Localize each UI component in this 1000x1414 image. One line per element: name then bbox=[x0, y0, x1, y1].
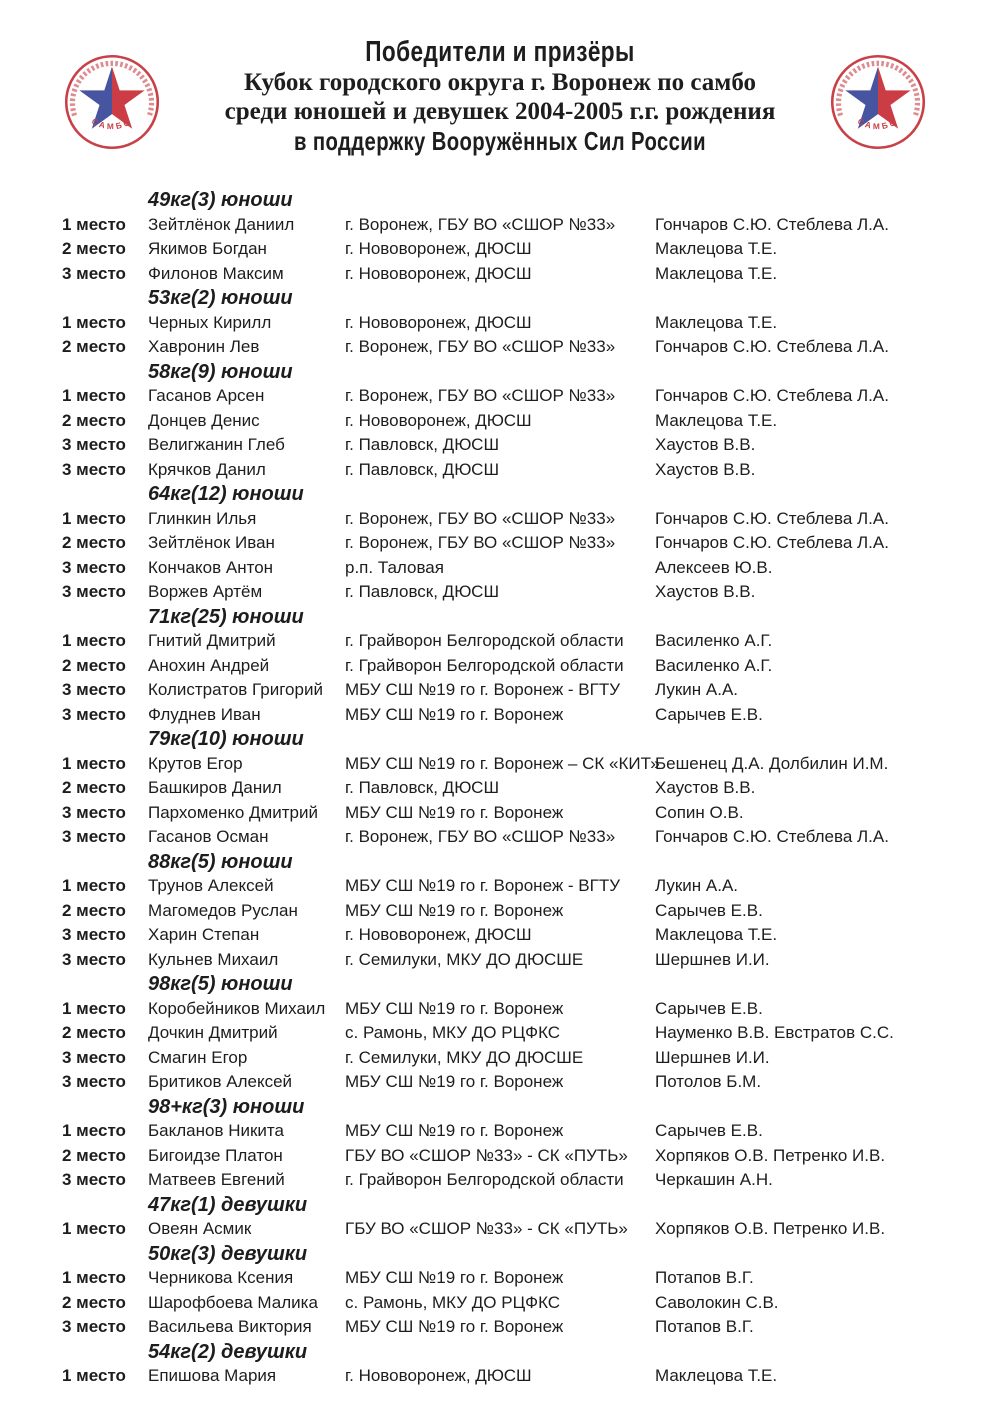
place-label: 3 место bbox=[62, 459, 126, 479]
club-name: МБУ СШ №19 го г. Воронеж bbox=[345, 1268, 564, 1287]
club-name: г. Нововоронеж, ДЮСШ bbox=[345, 312, 532, 332]
place-label: 3 место bbox=[62, 1317, 126, 1336]
weight-category-title: 79кг(10) юноши bbox=[148, 728, 304, 750]
place-label: 1 место bbox=[62, 876, 126, 895]
club-name: г. Воронеж, ГБУ ВО «СШОР №33» bbox=[345, 386, 616, 405]
result-row bbox=[0, 1266, 1000, 1291]
coach-name: Маклецова Т.Е. bbox=[655, 410, 778, 430]
athlete-name: Смагин Егор bbox=[148, 1047, 248, 1067]
result-row bbox=[0, 409, 1000, 434]
athlete-name: Пархоменко Дмитрий bbox=[148, 802, 318, 822]
weight-category-section bbox=[0, 360, 1000, 483]
club-name: г. Нововоронеж, ДЮСШ bbox=[345, 263, 532, 283]
place-label: 2 место bbox=[62, 337, 126, 356]
coach-name: Хаустов В.В. bbox=[655, 435, 756, 454]
athlete-name: Гасанов Осман bbox=[148, 827, 269, 846]
coach-name: Потапов В.Г. bbox=[655, 1317, 754, 1336]
athlete-name: Коробейников Михаил bbox=[148, 998, 326, 1018]
club-name: МБУ СШ №19 го г. Воронеж bbox=[345, 802, 564, 822]
coach-name: Маклецова Т.Е. bbox=[655, 263, 778, 283]
coach-name: Василенко А.Г. bbox=[655, 631, 773, 650]
weight-category-section bbox=[0, 286, 1000, 360]
coach-name: Гончаров С.Ю. Стеблева Л.А. bbox=[655, 533, 889, 552]
coach-name: Маклецова Т.Е. bbox=[655, 239, 778, 258]
coach-name: Хаустов В.В. bbox=[655, 582, 756, 601]
coach-name: Лукин А.А. bbox=[655, 680, 739, 699]
athlete-name: Воржев Артём bbox=[148, 582, 263, 601]
weight-category-title: 58кг(9) юноши bbox=[148, 360, 293, 383]
coach-name: Науменко В.В. Евстратов С.С. bbox=[655, 1023, 894, 1042]
place-label: 2 место bbox=[62, 655, 126, 675]
athlete-name: Гнитий Дмитрий bbox=[148, 631, 276, 650]
athlete-name: Хавронин Лев bbox=[148, 337, 260, 356]
place-label: 2 место bbox=[62, 1023, 126, 1042]
result-row bbox=[0, 1070, 1000, 1095]
club-name: с. Рамонь, МКУ ДО РЦФКС bbox=[345, 1023, 561, 1042]
place-label: 2 место bbox=[62, 533, 126, 552]
result-row bbox=[0, 311, 1000, 336]
coach-name: Шершнев И.И. bbox=[655, 949, 770, 969]
athlete-name: Шарофбоева Малика bbox=[148, 1292, 318, 1312]
club-name: г. Грайворон Белгородской области bbox=[345, 655, 624, 675]
athlete-name: Васильева Виктория bbox=[148, 1317, 312, 1336]
club-name: г. Нововоронеж, ДЮСШ bbox=[345, 1366, 532, 1385]
club-name: МБУ СШ №19 го г. Воронеж bbox=[345, 1072, 564, 1091]
place-label: 2 место bbox=[62, 239, 126, 258]
place-label: 2 место bbox=[62, 1292, 126, 1312]
result-row bbox=[0, 556, 1000, 581]
result-row bbox=[0, 825, 1000, 850]
result-row bbox=[0, 433, 1000, 458]
club-name: МБУ СШ №19 го г. Воронеж bbox=[345, 1317, 564, 1336]
place-label: 1 место bbox=[62, 386, 126, 405]
emblem-sambo-text: САМБО bbox=[90, 115, 134, 132]
place-label: 3 место bbox=[62, 557, 126, 577]
club-name: г. Семилуки, МКУ ДО ДЮСШЕ bbox=[345, 949, 584, 969]
club-name: г. Воронеж, ГБУ ВО «СШОР №33» bbox=[345, 214, 616, 234]
coach-name: Гончаров С.Ю. Стеблева Л.А. bbox=[655, 508, 889, 528]
club-name: г. Павловск, ДЮСШ bbox=[345, 582, 500, 601]
club-name: с. Рамонь, МКУ ДО РЦФКС bbox=[345, 1292, 561, 1312]
club-name: р.п. Таловая bbox=[345, 557, 444, 577]
result-row bbox=[0, 213, 1000, 238]
result-row bbox=[0, 948, 1000, 973]
athlete-name: Бритиков Алексей bbox=[148, 1072, 293, 1091]
result-row bbox=[0, 899, 1000, 924]
result-row bbox=[0, 997, 1000, 1022]
place-label: 3 место bbox=[62, 1072, 126, 1091]
athlete-name: Гасанов Арсен bbox=[148, 386, 265, 405]
place-label: 3 место bbox=[62, 704, 126, 724]
club-name: г. Павловск, ДЮСШ bbox=[345, 778, 500, 797]
result-row bbox=[0, 703, 1000, 728]
coach-name: Лукин А.А. bbox=[655, 876, 739, 895]
athlete-name: Бигоидзе Платон bbox=[148, 1145, 283, 1165]
weight-category-title: 53кг(2) юноши bbox=[148, 287, 293, 309]
coach-name: Сарычев Е.В. bbox=[655, 704, 763, 724]
club-name: МБУ СШ №19 го г. Воронеж bbox=[345, 1121, 564, 1140]
coach-name: Хаустов В.В. bbox=[655, 459, 756, 479]
athlete-name: Флуднев Иван bbox=[148, 704, 261, 724]
result-row bbox=[0, 1119, 1000, 1144]
athlete-name: Крячков Данил bbox=[148, 459, 266, 479]
club-name: г. Нововоронеж, ДЮСШ bbox=[345, 925, 532, 944]
club-name: ГБУ ВО «СШОР №33» - СК «ПУТЬ» bbox=[345, 1219, 628, 1238]
document-title-line1: Победители и призёры bbox=[365, 36, 635, 68]
club-name: г. Павловск, ДЮСШ bbox=[345, 459, 500, 479]
weight-category-section bbox=[0, 1095, 1000, 1193]
athlete-name: Донцев Денис bbox=[148, 410, 260, 430]
result-row bbox=[0, 384, 1000, 409]
place-label: 1 место bbox=[62, 1268, 126, 1287]
place-label: 1 место bbox=[62, 998, 126, 1018]
athlete-name: Колистратов Григорий bbox=[148, 680, 323, 699]
document-title-line2: Кубок городского округа г. Воронеж по самбо bbox=[243, 69, 757, 96]
club-name: МБУ СШ №19 го г. Воронеж - ВГТУ bbox=[345, 876, 621, 895]
result-row bbox=[0, 776, 1000, 801]
coach-name: Потапов В.Г. bbox=[655, 1268, 754, 1287]
weight-category-section bbox=[0, 1242, 1000, 1340]
result-row bbox=[0, 1046, 1000, 1071]
place-label: 1 место bbox=[62, 214, 126, 234]
club-name: г. Воронеж, ГБУ ВО «СШОР №33» bbox=[345, 533, 616, 552]
coach-name: Черкашин А.Н. bbox=[655, 1170, 773, 1189]
place-label: 1 место bbox=[62, 753, 126, 773]
coach-name: Сопин О.В. bbox=[655, 802, 744, 822]
place-label: 3 место bbox=[62, 435, 126, 454]
athlete-name: Магомедов Руслан bbox=[148, 900, 298, 920]
place-label: 1 место bbox=[62, 312, 126, 332]
club-name: МБУ СШ №19 го г. Воронеж - ВГТУ bbox=[345, 680, 621, 699]
place-label: 3 место bbox=[62, 1170, 126, 1189]
place-label: 3 место bbox=[62, 1047, 126, 1067]
result-row bbox=[0, 752, 1000, 777]
club-name: МБУ СШ №19 го г. Воронеж bbox=[345, 900, 564, 920]
weight-category-section bbox=[0, 850, 1000, 973]
athlete-name: Кончаков Антон bbox=[148, 557, 274, 577]
athlete-name: Бакланов Никита bbox=[148, 1121, 284, 1140]
coach-name: Алексеев Ю.В. bbox=[655, 557, 773, 577]
place-label: 1 место bbox=[62, 1366, 126, 1385]
result-row bbox=[0, 1364, 1000, 1389]
result-row bbox=[0, 458, 1000, 483]
place-label: 3 место bbox=[62, 263, 126, 283]
coach-name: Гончаров С.Ю. Стеблева Л.А. bbox=[655, 214, 889, 234]
result-row bbox=[0, 262, 1000, 287]
athlete-name: Зейтлёнок Иван bbox=[148, 533, 275, 552]
club-name: г. Воронеж, ГБУ ВО «СШОР №33» bbox=[345, 508, 616, 528]
club-name: г. Воронеж, ГБУ ВО «СШОР №33» bbox=[345, 337, 616, 356]
club-name: ГБУ ВО «СШОР №33» - СК «ПУТЬ» bbox=[345, 1145, 628, 1165]
weight-category-section bbox=[0, 972, 1000, 1095]
coach-name: Хорпяков О.В. Петренко И.В. bbox=[655, 1145, 886, 1165]
result-row bbox=[0, 1315, 1000, 1340]
result-row bbox=[0, 1144, 1000, 1169]
athlete-name: Крутов Егор bbox=[148, 753, 243, 773]
athlete-name: Кульнев Михаил bbox=[148, 949, 279, 969]
athlete-name: Черных Кирилл bbox=[148, 312, 272, 332]
athlete-name: Филонов Максим bbox=[148, 263, 284, 283]
coach-name: Хаустов В.В. bbox=[655, 778, 756, 797]
club-name: г. Семилуки, МКУ ДО ДЮСШЕ bbox=[345, 1047, 584, 1067]
athlete-name: Велигжанин Глеб bbox=[148, 435, 285, 454]
coach-name: Маклецова Т.Е. bbox=[655, 312, 778, 332]
result-row bbox=[0, 531, 1000, 556]
athlete-name: Глинкин Илья bbox=[148, 508, 257, 528]
result-row bbox=[0, 1291, 1000, 1316]
place-label: 2 место bbox=[62, 778, 126, 797]
coach-name: Гончаров С.Ю. Стеблева Л.А. bbox=[655, 337, 889, 356]
result-row bbox=[0, 1217, 1000, 1242]
club-name: г. Воронеж, ГБУ ВО «СШОР №33» bbox=[345, 827, 616, 846]
athlete-name: Трунов Алексей bbox=[148, 876, 274, 895]
place-label: 3 место bbox=[62, 802, 126, 822]
coach-name: Бешенец Д.А. Долбилин И.М. bbox=[655, 753, 889, 773]
coach-name: Маклецова Т.Е. bbox=[655, 1366, 778, 1385]
athlete-name: Башкиров Данил bbox=[148, 778, 282, 797]
athlete-name: Харин Степан bbox=[148, 925, 260, 944]
club-name: МБУ СШ №19 го г. Воронеж bbox=[345, 998, 564, 1018]
place-label: 1 место bbox=[62, 508, 126, 528]
place-label: 3 место bbox=[62, 827, 126, 846]
coach-name: Гончаров С.Ю. Стеблева Л.А. bbox=[655, 827, 889, 846]
coach-name: Маклецова Т.Е. bbox=[655, 925, 778, 944]
athlete-name: Черникова Ксения bbox=[148, 1268, 294, 1287]
result-row bbox=[0, 580, 1000, 605]
weight-category-section bbox=[0, 1340, 1000, 1389]
club-name: г. Грайворон Белгородской области bbox=[345, 631, 624, 650]
coach-name: Шершнев И.И. bbox=[655, 1047, 770, 1067]
club-name: г. Павловск, ДЮСШ bbox=[345, 435, 500, 454]
coach-name: Василенко А.Г. bbox=[655, 655, 773, 675]
place-label: 2 место bbox=[62, 410, 126, 430]
club-name: г. Нововоронеж, ДЮСШ bbox=[345, 410, 532, 430]
athlete-name: Овеян Асмик bbox=[148, 1219, 252, 1238]
result-row bbox=[0, 678, 1000, 703]
result-row bbox=[0, 237, 1000, 262]
emblem-sambo-text: САМБО bbox=[856, 115, 900, 132]
club-name: МБУ СШ №19 го г. Воронеж bbox=[345, 704, 564, 724]
coach-name: Гончаров С.Ю. Стеблева Л.А. bbox=[655, 386, 889, 405]
result-row bbox=[0, 654, 1000, 679]
weight-category-title: 49кг(3) юноши bbox=[148, 189, 293, 211]
coach-name: Потолов Б.М. bbox=[655, 1072, 762, 1091]
coach-name: Сарычев Е.В. bbox=[655, 998, 763, 1018]
coach-name: Саволокин С.В. bbox=[655, 1292, 779, 1312]
result-row bbox=[0, 923, 1000, 948]
weight-category-title: 98кг(5) юноши bbox=[148, 973, 293, 995]
result-row bbox=[0, 335, 1000, 360]
result-row bbox=[0, 1168, 1000, 1193]
place-label: 3 место bbox=[62, 925, 126, 944]
place-label: 1 место bbox=[62, 1121, 126, 1140]
weight-category-title: 50кг(3) девушки bbox=[148, 1242, 308, 1265]
weight-category-section bbox=[0, 727, 1000, 850]
weight-category-title: 98+кг(3) юноши bbox=[148, 1095, 305, 1118]
athlete-name: Матвеев Евгений bbox=[148, 1170, 285, 1189]
result-row bbox=[0, 629, 1000, 654]
coach-name: Сарычев Е.В. bbox=[655, 1121, 763, 1140]
place-label: 3 место bbox=[62, 582, 126, 601]
weight-category-title: 88кг(5) юноши bbox=[148, 850, 293, 873]
club-name: г. Нововоронеж, ДЮСШ bbox=[345, 239, 532, 258]
club-name: МБУ СШ №19 го г. Воронеж – СК «КИТ» bbox=[345, 753, 660, 773]
place-label: 3 место bbox=[62, 949, 126, 969]
place-label: 1 место bbox=[62, 631, 126, 650]
weight-category-section bbox=[0, 1193, 1000, 1242]
weight-category-title: 71кг(25) юноши bbox=[148, 605, 304, 628]
result-row bbox=[0, 801, 1000, 826]
coach-name: Сарычев Е.В. bbox=[655, 900, 763, 920]
weight-category-title: 47кг(1) девушки bbox=[148, 1193, 308, 1216]
weight-category-title: 64кг(12) юноши bbox=[148, 483, 304, 505]
place-label: 2 место bbox=[62, 1145, 126, 1165]
athlete-name: Зейтлёнок Даниил bbox=[148, 214, 295, 234]
weight-category-title: 54кг(2) девушки bbox=[148, 1340, 308, 1363]
weight-category-section bbox=[0, 605, 1000, 728]
results-list bbox=[0, 188, 1000, 1389]
athlete-name: Епишова Мария bbox=[148, 1366, 277, 1385]
coach-name: Хорпяков О.В. Петренко И.В. bbox=[655, 1219, 886, 1238]
athlete-name: Анохин Андрей bbox=[148, 655, 270, 675]
document-title-line4: в поддержку Вооружённых Сил России bbox=[293, 126, 707, 156]
place-label: 2 место bbox=[62, 900, 126, 920]
document-title-line3: среди юношей и девушек 2004-2005 г.г. рождения bbox=[224, 98, 776, 125]
result-row bbox=[0, 1021, 1000, 1046]
result-row bbox=[0, 874, 1000, 899]
place-label: 1 место bbox=[62, 1219, 126, 1238]
club-name: г. Грайворон Белгородской области bbox=[345, 1170, 624, 1189]
weight-category-section bbox=[0, 482, 1000, 605]
weight-category-section bbox=[0, 188, 1000, 286]
place-label: 3 место bbox=[62, 680, 126, 699]
athlete-name: Якимов Богдан bbox=[148, 239, 267, 258]
athlete-name: Дочкин Дмитрий bbox=[148, 1023, 278, 1042]
result-row bbox=[0, 507, 1000, 532]
